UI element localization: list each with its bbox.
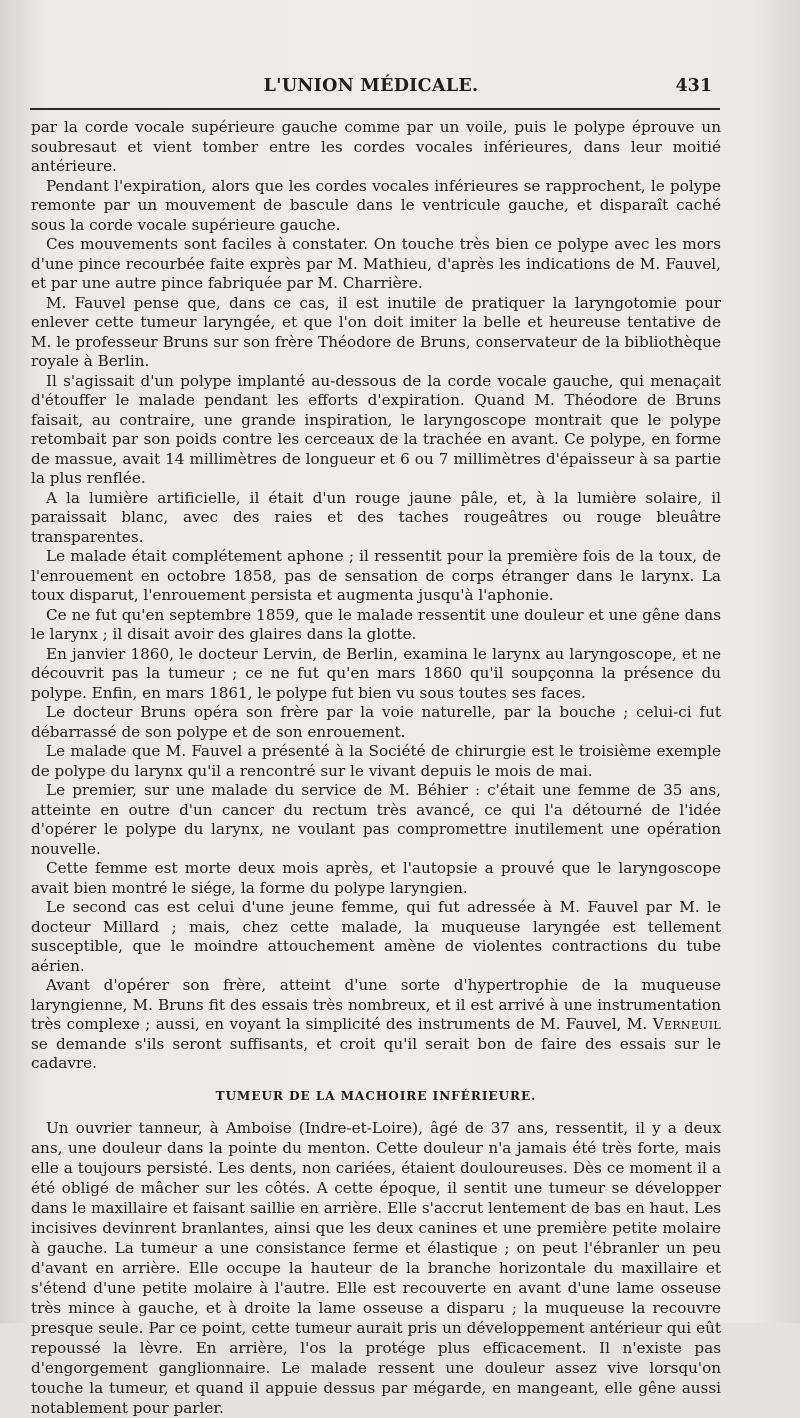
paragraph: En janvier 1860, le docteur Lervin, de Berlin, examina le larynx au laryngoscope, et ne découvrit pas la tumeur ; ce ne fut qu'en mars 1860 qu'il soupçonna la présence du polype. Enfin, en mars 1861, le polype fut bien vu sous toutes ses faces.: [31, 644, 721, 702]
article-body: [31, 118, 721, 1418]
running-title: L'UNION MÉDICALE.: [263, 76, 479, 96]
closing-paragraph: [31, 976, 721, 1074]
paragraph: par la corde vocale supérieure gauche comme par un voile, puis le polype éprouve un soubresaut et vient tomber entre les cordes vocales inférieures, dans leur moitié antérieure.: [31, 118, 721, 175]
closing-text-before: Avant d'opérer son frère, atteint d'une sorte d'hypertrophie de la muqueuse laryngienne, M. Bruns fit des essais très nombreux, et il est arrivé à une instrumentation très complexe ; aussi, en voyant la simplicité des instruments de M. Fauvel, M.: [31, 976, 721, 1033]
section-heading: TUMEUR DE LA MACHOIRE INFÉRIEURE.: [215, 1088, 537, 1103]
closing-text-after: se demande s'ils seront suffisants, et croit qu'il serait bon de faire des essais sur le cadavre.: [31, 1034, 721, 1072]
paragraph: Ces mouvements sont faciles à constater. On touche très bien ce polype avec les mors d'une pince recourbée faite exprès par M. Mathieu, d'après les indications de M. Fauvel, et par une autre pince fabriquée par M. Charrière.: [31, 235, 721, 292]
page-number: 431: [675, 76, 712, 96]
paragraph: Le malade que M. Fauvel a présenté à la Société de chirurgie est le troisième exemple de polype du larynx qu'il a rencontré sur le vivant depuis le mois de mai.: [31, 742, 721, 780]
paragraph: Le malade était complétement aphone ; il ressentit pour la première fois de la toux, de l'enrouement en octobre 1858, pas de sensation de corps étranger dans le larynx. La toux disparut, l'enrouement persista et augmenta jusqu'à l'aphonie.: [31, 547, 721, 604]
case-report: [31, 1118, 721, 1418]
paragraph: Pendant l'expiration, alors que les cordes vocales inférieures se rapprochent, le polype remonte par un mouvement de bascule dans le ventricule gauche, et disparaît caché sous la corde vocale supérieure gauche.: [31, 176, 721, 234]
paragraph: Le premier, sur une malade du service de M. Béhier : c'était une femme de 35 ans, atteinte en outre d'un cancer du rectum très avancé, ce qui l'a détourné de l'idée d'opérer le polype du larynx, ne voulant pas compromettre inutilement une opération nouvelle.: [31, 781, 721, 858]
author-name: Verneuil: [652, 1015, 721, 1033]
paragraph: Ce ne fut qu'en septembre 1859, que le malade ressentit une douleur et une gêne dans le larynx ; il disait avoir des glaires dans la glotte.: [31, 605, 721, 643]
case-paragraph: Un ouvrier tanneur, à Amboise (Indre-et-Loire), âgé de 37 ans, ressentit, il y a deux ans, une douleur dans la pointe du menton. Cette douleur n'a jamais été très forte, mais elle a toujours persisté. Les dents, non cariées, étaient douloureuses. Dès ce moment il a été obligé de mâcher sur les côtés. A cette époque, il sentit une tumeur se développer dans le maxillaire et faisant saillie en arrière. Elle s'accrut lentement de bas en haut. Les incisives devinrent branlantes, ainsi que les deux canines et une première petite molaire à gauche. La tumeur a une consistance ferme et élastique ; on peut l'ébranler un peu d'avant en arrière. Elle occupe la hauteur de la branche horizontale du maxillaire et s'étend d'une petite molaire à l'autre. Elle est recouverte en avant d'une lame osseuse très mince à gauche, et à droite la lame osseuse a disparu ; la muqueuse la recouvre presque seule. Par ce point, cette tumeur aurait pris un développement antérieur qui eût repoussé la lèvre. En arrière, l'os la protége plus efficacement. Il n'existe pas d'engorgement ganglionnaire. Le malade ressent une douleur assez vive lorsqu'on touche la tumeur, et quand il appuie dessus par mégarde, en mangeant, elle gêne aussi notablement pour parler.: [31, 1119, 721, 1417]
paragraph: Cette femme est morte deux mois après, et l'autopsie a prouvé que le laryngoscope avait bien montré le siége, la forme du polype laryngien.: [31, 859, 721, 897]
paragraph: Le second cas est celui d'une jeune femme, qui fut adressée à M. Fauvel par M. le docteur Millard ; mais, chez cette malade, la muqueuse laryngée est tellement susceptible, que le moindre attouchement amène de violentes contractions du tube aérien.: [31, 898, 721, 975]
header-rule: [30, 108, 720, 110]
paragraph: Le docteur Bruns opéra son frère par la voie naturelle, par la bouche ; celui-ci fut débarrassé de son polype et de son enrouement.: [31, 703, 721, 741]
page-header: [30, 74, 712, 104]
paragraph: A la lumière artificielle, il était d'un rouge jaune pâle, et, à la lumière solaire, il paraissait blanc, avec des raies et des taches rougeâtres ou rouge bleuâtre transparentes.: [31, 488, 721, 546]
paragraph: Il s'agissait d'un polype implanté au-dessous de la corde vocale gauche, qui menaçait d'étouffer le malade pendant les efforts d'expiration. Quand M. Théodore de Bruns faisait, au contraire, une grande inspiration, le laryngoscope montrait que le polype retombait par son poids contre les cerceaux de la trachée en avant. Ce polype, en forme de massue, avait 14 millimètres de longueur et 6 ou 7 millimètres d'épaisseur à sa partie la plus renflée.: [31, 371, 721, 487]
paragraph: M. Fauvel pense que, dans ce cas, il est inutile de pratiquer la laryngotomie pour enlever cette tumeur laryngée, et que l'on doit imiter la belle et heureuse tentative de M. le professeur Bruns sur son frère Théodore de Bruns, conservateur de la bibliothèque royale à Berlin.: [31, 293, 721, 370]
